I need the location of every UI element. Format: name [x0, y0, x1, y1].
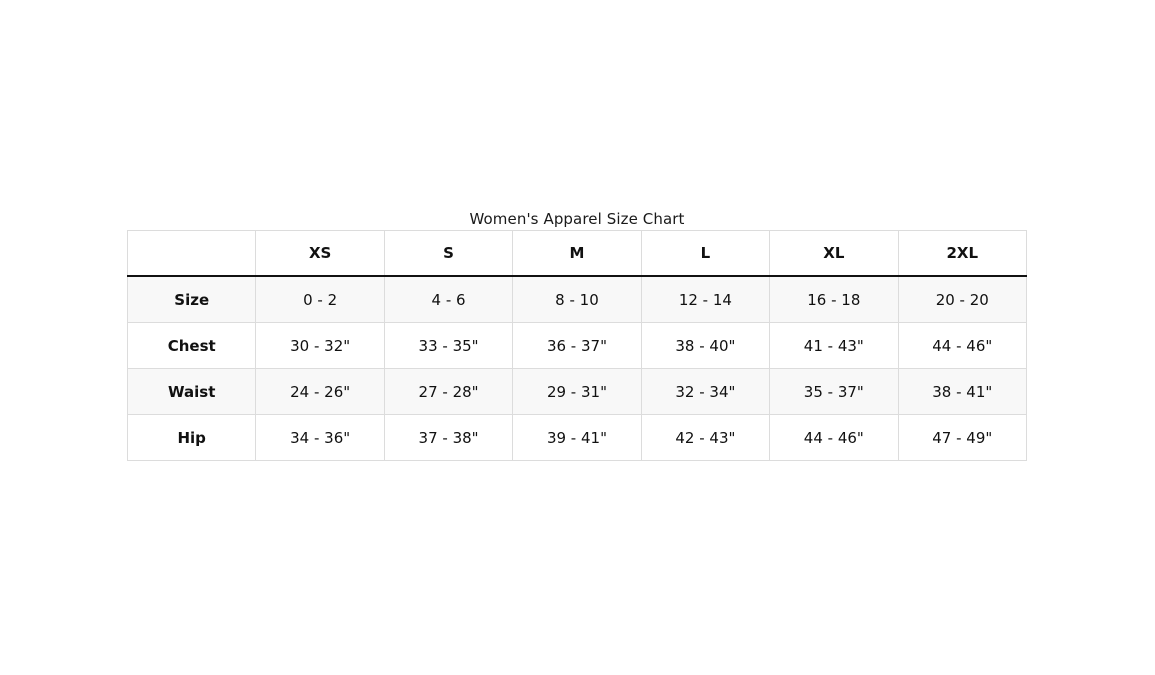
- row-label-waist: Waist: [128, 369, 256, 415]
- column-header-m: M: [513, 231, 641, 277]
- table-cell: 16 - 18: [770, 276, 898, 323]
- size-chart: [127, 209, 1027, 461]
- column-header-l: L: [641, 231, 769, 277]
- table-cell: 47 - 49": [898, 415, 1026, 461]
- size-chart-caption: Women's Apparel Size Chart: [469, 210, 685, 228]
- table-cell: 20 - 20: [898, 276, 1026, 323]
- table-cell: 44 - 46": [898, 323, 1026, 369]
- table-cell: 8 - 10: [513, 276, 641, 323]
- table-cell: 4 - 6: [384, 276, 512, 323]
- corner-cell: [128, 231, 256, 277]
- table-row-chest: [128, 323, 1027, 369]
- column-header-xl: XL: [770, 231, 898, 277]
- table-cell: 30 - 32": [256, 323, 384, 369]
- table-cell: 34 - 36": [256, 415, 384, 461]
- row-label-hip: Hip: [128, 415, 256, 461]
- row-label-size: Size: [128, 276, 256, 323]
- table-cell: 37 - 38": [384, 415, 512, 461]
- table-row-waist: [128, 369, 1027, 415]
- header-row: [128, 231, 1027, 277]
- table-cell: 42 - 43": [641, 415, 769, 461]
- table-cell: 35 - 37": [770, 369, 898, 415]
- table-cell: 33 - 35": [384, 323, 512, 369]
- column-header-2xl: 2XL: [898, 231, 1026, 277]
- table-cell: 38 - 41": [898, 369, 1026, 415]
- table-cell: 27 - 28": [384, 369, 512, 415]
- table-cell: 32 - 34": [641, 369, 769, 415]
- table-cell: 38 - 40": [641, 323, 769, 369]
- table-cell: 44 - 46": [770, 415, 898, 461]
- table-cell: 12 - 14: [641, 276, 769, 323]
- row-label-chest: Chest: [128, 323, 256, 369]
- table-cell: 36 - 37": [513, 323, 641, 369]
- column-header-xs: XS: [256, 231, 384, 277]
- table-cell: 0 - 2: [256, 276, 384, 323]
- table-cell: 29 - 31": [513, 369, 641, 415]
- table-cell: 41 - 43": [770, 323, 898, 369]
- table-cell: 24 - 26": [256, 369, 384, 415]
- column-header-s: S: [384, 231, 512, 277]
- table-cell: 39 - 41": [513, 415, 641, 461]
- table-row-size: [128, 276, 1027, 323]
- table-row-hip: [128, 415, 1027, 461]
- size-table: [127, 230, 1027, 461]
